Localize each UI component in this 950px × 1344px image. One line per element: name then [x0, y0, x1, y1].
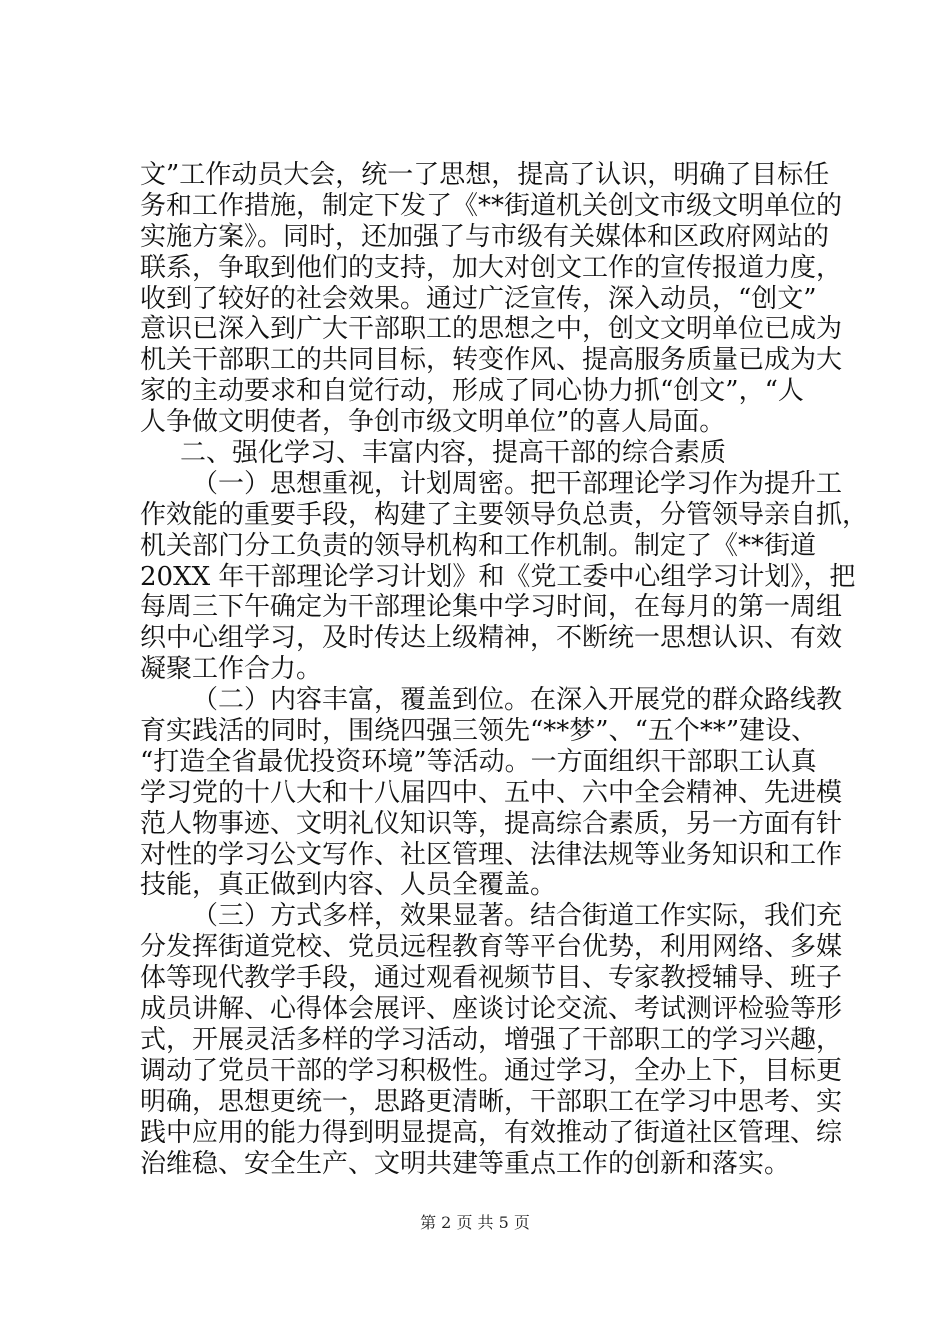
- text-line: “打造全省最优投资环境”等活动。一方面组织干部职工认真: [140, 746, 817, 777]
- document-body: [140, 160, 869, 1179]
- text-line: 务和工作措施，制定下发了《**街道机关创文市级文明单位的: [140, 190, 843, 221]
- text-line: 实施方案》。同时，还加强了与市级有关媒体和区政府网站的: [140, 221, 830, 252]
- paragraph: [140, 468, 869, 685]
- text-line: 技能，真正做到内容、人员全覆盖。: [140, 870, 557, 901]
- text-line: 成员讲解、心得体会展评、座谈讨论交流、考试测评检验等形: [140, 994, 843, 1025]
- text-line: 治维稳、安全生产、文明共建等重点工作的创新和落实。: [140, 1148, 791, 1179]
- text-line: 凝聚工作合力。: [140, 654, 323, 685]
- paragraph: [140, 901, 843, 1179]
- text-line: 学习党的十八大和十八届四中、五中、六中全会精神、先进模: [140, 777, 843, 808]
- text-line: 分发挥街道党校、党员远程教育等平台优势，利用网络、多媒: [140, 932, 843, 963]
- text-line: 意识已深入到广大干部职工的思想之中，创文文明单位已成为: [140, 314, 843, 345]
- text-line: 20XX 年干部理论学习计划》和《党工委中心组学习计划》，把: [140, 561, 856, 592]
- heading-line: 二、强化学习、丰富内容，提高干部的综合素质: [180, 438, 727, 469]
- text-line: 机关部门分工负责的领导机构和工作机制。制定了《**街道: [140, 530, 817, 561]
- section-heading: [140, 438, 820, 469]
- paragraph: [140, 685, 843, 901]
- text-line: （一）思想重视，计划周密。把干部理论学习作为提升工: [192, 468, 843, 499]
- text-line: 人争做文明使者，争创市级文明单位”的喜人局面。: [140, 407, 726, 438]
- text-line: 作效能的重要手段，构建了主要领导负总责，分管领导亲自抓，: [140, 499, 869, 530]
- text-line: 收到了较好的社会效果。通过广泛宣传，深入动员，“创文”: [140, 283, 817, 314]
- text-line: 明确，思想更统一，思路更清晰，干部职工在学习中思考、实: [140, 1086, 843, 1117]
- page-number-footer: 第 2 页 共 5 页: [420, 1213, 530, 1232]
- text-line: （二）内容丰富，覆盖到位。在深入开展党的群众路线教: [192, 685, 843, 716]
- text-line: 联系，争取到他们的支持，加大对创文工作的宣传报道力度，: [140, 252, 843, 283]
- text-line: 对性的学习公文写作、社区管理、法律法规等业务知识和工作: [140, 839, 843, 870]
- text-line: （三）方式多样，效果显著。结合街道工作实际，我们充: [192, 901, 843, 932]
- text-line: 家的主动要求和自觉行动，形成了同心协力抓“创文”，“人: [140, 376, 804, 407]
- paragraph: [140, 160, 843, 438]
- text-line: 体等现代教学手段，通过观看视频节目、专家教授辅导、班子: [140, 963, 843, 994]
- text-line: 育实践活的同时，围绕四强三领先“**梦”、“五个**”建设、: [140, 716, 818, 747]
- text-line: 践中应用的能力得到明显提高，有效推动了街道社区管理、综: [140, 1117, 843, 1148]
- text-line: 机关干部职工的共同目标，转变作风、提高服务质量已成为大: [140, 345, 843, 376]
- text-line: 范人物事迹、文明礼仪知识等，提高综合素质，另一方面有针: [140, 808, 843, 839]
- text-line: 织中心组学习，及时传达上级精神，不断统一思想认识、有效: [140, 623, 843, 654]
- text-line: 文”工作动员大会，统一了思想，提高了认识，明确了目标任: [140, 160, 830, 190]
- text-line: 式，开展灵活多样的学习活动，增强了干部职工的学习兴趣，: [140, 1024, 843, 1055]
- text-line: 调动了党员干部的学习积极性。通过学习，全办上下，目标更: [140, 1055, 843, 1086]
- text-line: 每周三下午确定为干部理论集中学习时间，在每月的第一周组: [140, 592, 843, 623]
